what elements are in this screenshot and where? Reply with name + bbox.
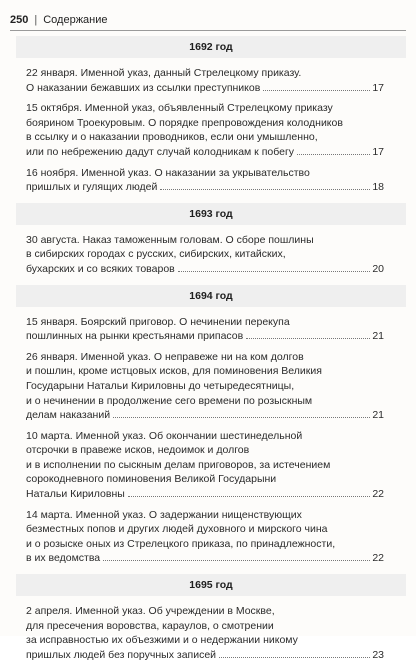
entry-text-line: пошлинных на рынки крестьянами припасов <box>26 330 244 343</box>
entry-text-line: безместных попов и других людей духовного и мирского чина <box>26 523 328 536</box>
entry-text-line: в их ведомства <box>26 552 101 565</box>
entry-text-line: 22 января. Именной указ, данный Стрелецкому приказу. <box>26 67 302 79</box>
dot-leader <box>103 560 370 561</box>
entry-text-line: делам наказаний <box>26 409 111 422</box>
entry-text-line: Натальи Кириловны <box>26 488 125 501</box>
entry-text-line: и о розыске оных из Стрелецкого приказа, по принадлежности, <box>26 537 336 550</box>
entry-text-line: 30 августа. Наказ таможенным головам. О сборе пошлины <box>26 233 314 246</box>
entry-text-line: 15 октября. Именной указ, объявленный Стрелецкому приказу <box>26 102 333 115</box>
entry-text-line: 10 марта. Именной указ. Об окончании шестинедельной <box>26 429 303 442</box>
dot-leader <box>160 189 370 190</box>
toc-entry <box>26 166 384 195</box>
entry-text-line: сорокодневного поминовения Великой Государыни <box>26 473 277 486</box>
toc-entry <box>26 101 384 159</box>
entry-text-line: 2 апреля. Именной указ. Об учреждении в Москве, <box>26 605 275 618</box>
entry-page-number: 23 <box>372 648 384 661</box>
entry-text-line: О наказании бежавших из ссылки преступников <box>26 81 261 94</box>
toc-entry <box>26 315 384 344</box>
entry-text-line: 14 марта. Именной указ. О задержании нищенствующих <box>26 508 302 521</box>
entry-page-number: 22 <box>372 552 384 565</box>
entry-text-line: 15 января. Боярский приговор. О нечинении перекупа <box>26 315 290 328</box>
toc-entry <box>26 66 384 95</box>
entry-page-number: 20 <box>372 262 384 275</box>
dot-leader <box>219 657 370 658</box>
dot-leader <box>263 90 370 91</box>
entry-page-number: 22 <box>372 488 384 501</box>
dot-leader <box>128 496 371 497</box>
section-title: Содержание <box>43 14 108 26</box>
entry-text-line: пришлых и гулящих людей <box>26 181 158 194</box>
entry-text-line: 26 января. Именной указ. О неправеже ни на ком долгов <box>26 350 304 363</box>
entry-page-number: 17 <box>372 145 384 158</box>
entry-text-line: отсрочки в правеже исков, недоимок и долгов <box>26 444 250 457</box>
entry-text-line: или по небрежению дадут случай колодникам к побегу <box>26 145 295 158</box>
year-heading-1694: 1694 год <box>16 285 406 307</box>
year-heading-1695: 1695 год <box>16 574 406 596</box>
entry-page-number: 21 <box>372 330 384 343</box>
toc-entry <box>26 604 384 662</box>
page-number: 250 <box>10 14 29 26</box>
entry-page-number: 18 <box>372 181 384 194</box>
entry-text-line: в сибирских городах с русских, сибирских, китайских, <box>26 248 286 261</box>
entry-page-number: 21 <box>372 409 384 422</box>
toc-entry <box>26 350 384 423</box>
entry-text-line: бухарских и со всяких товаров <box>26 262 175 275</box>
header-separator: | <box>34 14 38 26</box>
toc-entry <box>26 508 384 566</box>
entry-text-line: и в исполнении по сыскным делам приговоров, за истечением <box>26 458 331 471</box>
entry-text-line: Государыни Натальи Кириловны до четыредесятницы, <box>26 379 295 392</box>
year-heading-1692: 1692 год <box>16 36 406 58</box>
entry-text-line: для пресечения воровства, караулов, о смотрении <box>26 619 274 632</box>
dot-leader <box>246 338 370 339</box>
toc-entry <box>26 233 384 277</box>
toc-entry <box>26 429 384 502</box>
entry-text-line: и пошлин, кроме истцовых исков, для поминовения Великия <box>26 365 322 378</box>
entry-text-line: и о нечинении в продолжение сего времени по розыскным <box>26 394 313 407</box>
dot-leader <box>297 154 370 155</box>
entry-text-line: 16 ноября. Именной указ. О наказании за укрывательство <box>26 166 310 179</box>
dot-leader <box>178 271 371 272</box>
entry-page-number: 17 <box>372 81 384 94</box>
entry-text-line: боярином Троекуровым. О порядке препровождения колодников <box>26 116 343 129</box>
entry-text-line: в ссылку и о наказании проводников, если они умышленно, <box>26 131 318 144</box>
entry-text-line: пришлых людей без поручных записей <box>26 648 217 661</box>
year-heading-1693: 1693 год <box>16 203 406 225</box>
dot-leader <box>113 417 370 418</box>
toc-content <box>0 31 416 662</box>
entry-text-line: за исправностью их объезжими и о недержании никому <box>26 634 298 647</box>
running-head <box>10 14 406 26</box>
